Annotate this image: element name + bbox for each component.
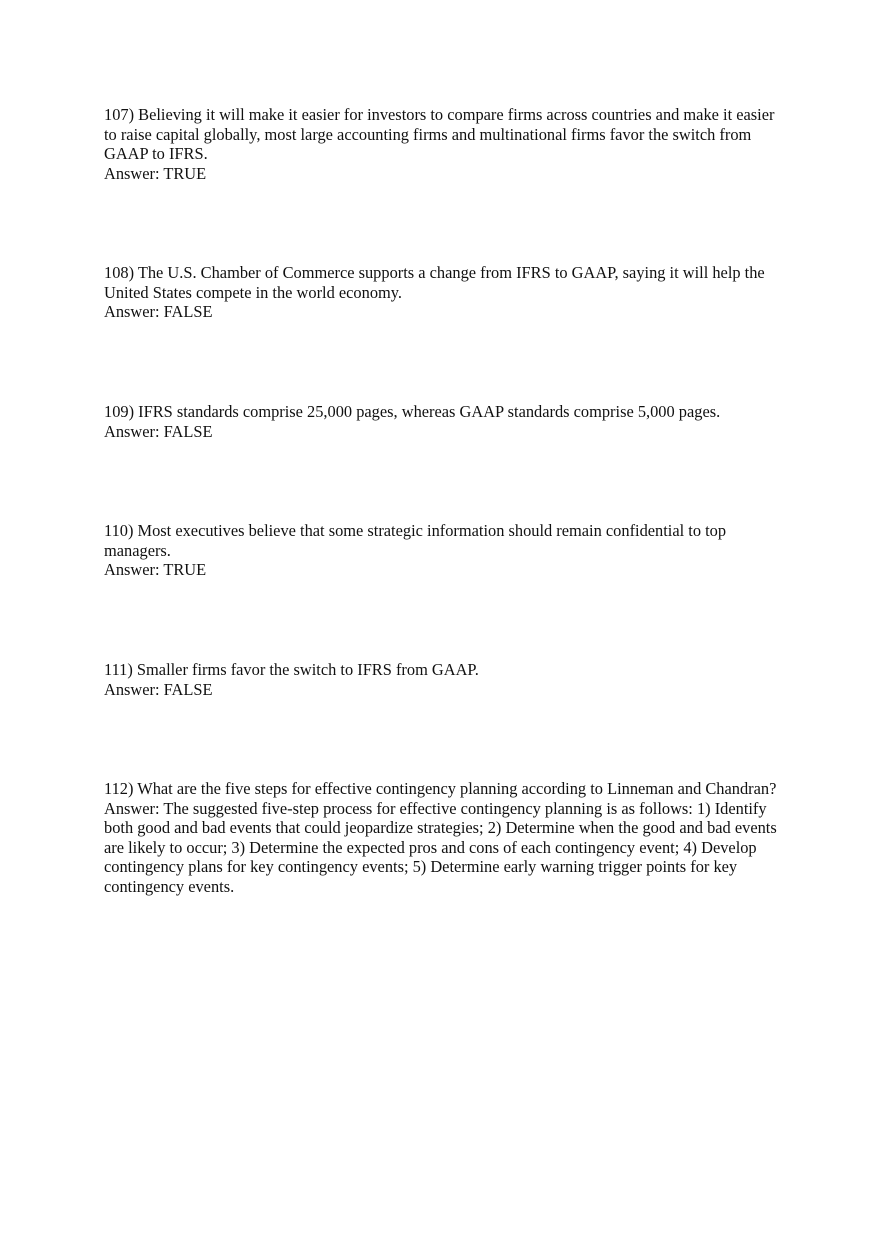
question-text: 109) IFRS standards comprise 25,000 pages, whereas GAAP standards comprise 5,000 pages. (104, 402, 721, 421)
answer-text: Answer: The suggested five-step process for effective contingency planning is as follows: 1) Identify both good and bad events that could jeopardize strategies; 2) Determine when the good and bad events are likely to occur; 3) Determine the expected pros and cons of each contingency event; 4) Develop contingency plans for key contingency events; 5) Determine early warning trigger points for key contingency events. (104, 798, 777, 896)
answer-text: Answer: FALSE (104, 679, 213, 699)
question-block-112 (104, 779, 784, 896)
question-text: 110) Most executives believe that some strategic information should remain confidential to top managers. (104, 521, 727, 560)
question-text: 107) Believing it will make it easier for investors to compare firms across countries and make it easier to raise capital globally, most large accounting firms and multinational firms favor the switch from GAAP to IFRS. (104, 105, 775, 163)
question-text: 108) The U.S. Chamber of Commerce supports a change from IFRS to GAAP, saying it will help the United States compete in the world economy. (104, 263, 765, 302)
question-block-109 (104, 402, 784, 441)
answer-text: Answer: TRUE (104, 560, 207, 579)
question-block-110 (104, 521, 784, 580)
question-block-107 (104, 105, 784, 183)
answer-text: Answer: TRUE (104, 163, 207, 183)
question-block-111 (104, 660, 784, 699)
question-block-108 (104, 263, 784, 322)
answer-text: Answer: FALSE (104, 302, 213, 321)
answer-text: Answer: FALSE (104, 421, 213, 441)
question-text: 111) Smaller firms favor the switch to IFRS from GAAP. (104, 660, 479, 679)
question-text: 112) What are the five steps for effective contingency planning according to Linneman and Chandran? (104, 779, 777, 798)
